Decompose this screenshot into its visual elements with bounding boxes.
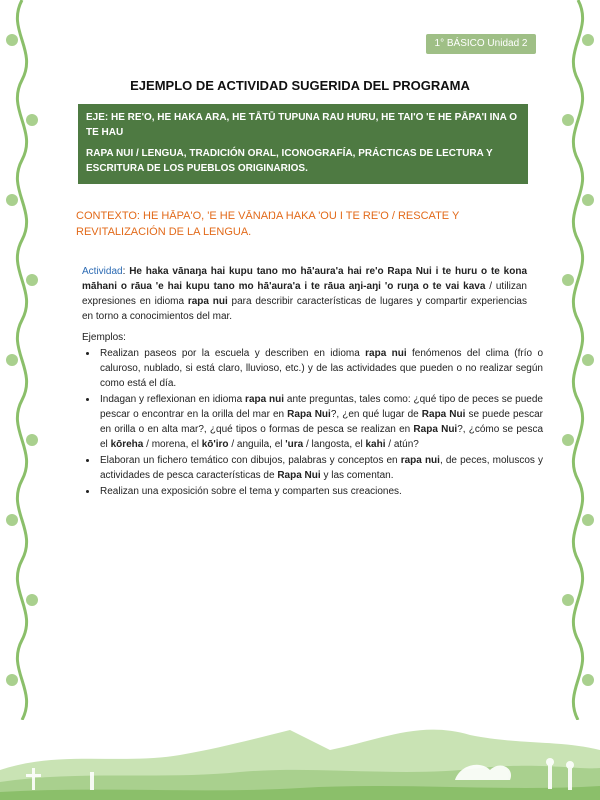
list-item: [98, 392, 543, 452]
actividad-label: Actividad: [82, 266, 123, 277]
item-term: kōreha: [110, 439, 144, 450]
actividad-term: rapa nui: [187, 296, 228, 307]
item-text: , de peces, moluscos y actividades de pesca características de: [100, 455, 543, 481]
ejemplos-list: [82, 346, 543, 500]
actividad-text: para describir características de lugares y compartir experiencias en torno a conocimientos del mar.: [82, 296, 527, 322]
actividad-paragraph: Actividad: He haka vānaŋa hai kupu tano mo hā'aura'a hai re'o Rapa Nui i te huru o te kona māhani o rāua 'e hai kupu tano mo hā'aura'a i te rāua aŋi-aŋi 'o ruŋa o te vai kava / utilizan expresiones en idioma rapa nui para describir características de lugares y compartir experiencias en torno a conocimientos del mar.: [82, 266, 527, 322]
item-term: 'ura: [285, 439, 304, 450]
item-text: Elaboran un fichero temático con dibujos, palabras y conceptos en: [100, 455, 401, 466]
list-item: [98, 484, 543, 499]
item-text: ?, ¿cómo se pesca el: [100, 424, 544, 450]
item-text: Realizan paseos por la escuela y describen en idioma: [100, 348, 366, 359]
eje-box: [78, 104, 528, 184]
page-title: EJEMPLO DE ACTIVIDAD SUGERIDA DEL PROGRAMA: [130, 78, 470, 93]
list-item: [98, 453, 543, 483]
landscape-footer-illustration: [0, 710, 600, 800]
item-text: Realizan una exposición sobre el tema y comparten sus creaciones.: [100, 486, 402, 497]
item-term: Rapa Nui: [277, 470, 321, 481]
item-text: y las comentan.: [320, 470, 394, 481]
item-term: kō'iro: [201, 439, 229, 450]
item-term: Rapa Nui: [413, 424, 458, 435]
item-text: se puede pescar en orilla o en alta mar?, ¿qué tipos o formas de pesca se realizan en: [100, 409, 544, 435]
item-text: / atún?: [385, 439, 419, 450]
item-term: rapa nui: [365, 348, 407, 359]
item-term: rapa nui: [400, 455, 440, 466]
item-term: Rapa Nui: [287, 409, 331, 420]
item-text: / anguila, el: [228, 439, 286, 450]
item-text: / morena, el: [143, 439, 202, 450]
item-text: Indagan y reflexionan en idioma: [100, 394, 246, 405]
item-text: / langosta, el: [303, 439, 366, 450]
contexto-heading: CONTEXTO: HE HĀPA'O, 'E HE VĀNAŊA HAKA 'OU I TE RE'O / RESCATE Y REVITALIZACIÓN DE LA LENGUA.: [76, 210, 460, 238]
grade-unit-badge: 1° BÁSICO Unidad 2: [426, 34, 536, 54]
item-term: rapa nui: [245, 394, 285, 405]
item-term: Rapa Nui: [421, 409, 466, 420]
list-item: [98, 346, 543, 391]
item-text: fenómenos del clima (frío o caluroso, nublado, si está claro, lluvioso, etc.) y de las actividades que pueden o no realizar según como está el día.: [100, 348, 544, 389]
left-ornamental-border: [0, 0, 44, 720]
actividad-text: / utilizan expresiones en idioma: [82, 281, 527, 307]
item-text: ?, ¿en qué lugar de: [330, 409, 422, 420]
actividad-rapanui-text: He haka vānaŋa hai kupu tano mo hā'aura'a hai re'o Rapa Nui i te huru o te kona māhani o rāua 'e hai kupu tano mo hā'aura'a i te rāua aŋi-aŋi 'o ruŋa o te vai kava: [82, 266, 527, 292]
eje-line-2: RAPA NUI / LENGUA, TRADICIÓN ORAL, ICONOGRAFÍA, PRÁCTICAS DE LECTURA Y ESCRITURA DE LOS PUEBLOS ORIGINARIOS.: [86, 148, 493, 174]
ejemplos-title: Ejemplos:: [82, 332, 126, 343]
eje-line-1: EJE: HE RE'O, HE HAKA ARA, HE TĀTŪ TUPUNA RAU HURU, HE TAI'O 'E HE PĀPA'I INA O TE HAU: [86, 112, 518, 138]
item-text: ante preguntas, tales como: ¿qué tipo de peces se puede pescar o encontrar en la orilla del mar en: [100, 394, 543, 420]
right-ornamental-border: [556, 0, 600, 720]
item-term: kahi: [365, 439, 386, 450]
